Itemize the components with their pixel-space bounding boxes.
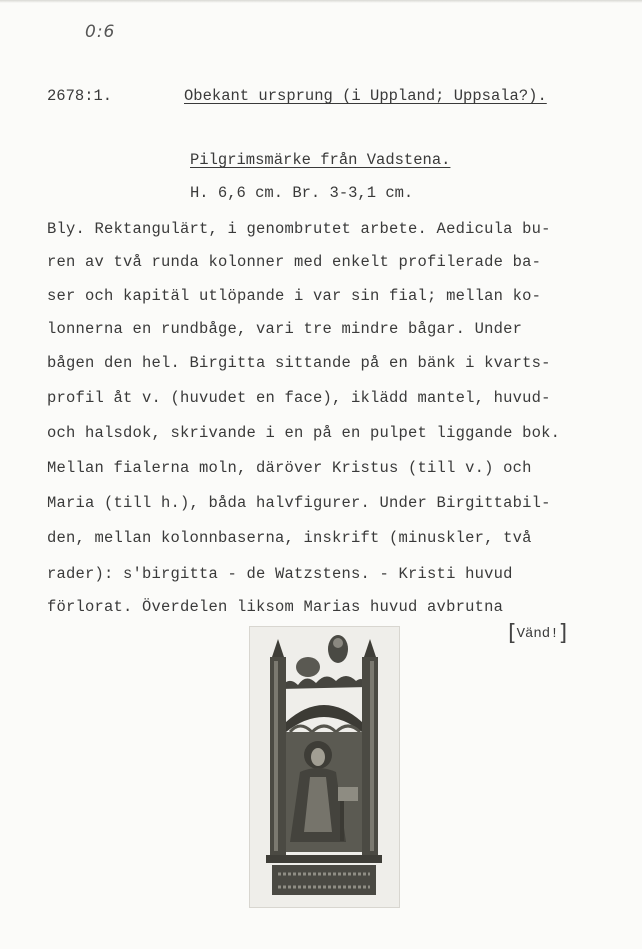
origin-line: Obekant ursprung (i Uppland; Uppsala?). (184, 87, 547, 105)
dimensions: H. 6,6 cm. Br. 3-3,1 cm. (190, 184, 414, 202)
description-line: ser och kapitäl utlöpande i var sin fial; mellan ko- (47, 287, 542, 305)
description-line: ren av två runda kolonner med enkelt profilerade ba- (47, 253, 542, 271)
description-line: bågen den hel. Birgitta sittande på en bänk i kvarts- (47, 354, 551, 372)
description-line: och halsdok, skrivande i en på en pulpet liggande bok. (47, 424, 561, 442)
catalog-number: 2678:1. (47, 87, 113, 105)
description-line: rader): s'birgitta - de Watzstens. - Kristi huvud (47, 565, 513, 583)
pilgrim-badge-image (250, 627, 399, 907)
left-bracket-icon: [ (508, 621, 517, 646)
description-line: Bly. Rektangulärt, i genombrutet arbete. Aedicula bu- (47, 220, 551, 238)
pilgrim-badge-photo (249, 626, 400, 908)
right-bracket-icon: ] (558, 621, 568, 646)
description-line: profil åt v. (huvudet en face), iklädd mantel, huvud- (47, 389, 551, 407)
description-line: lonnerna en rundbåge, vari tre mindre bågar. Under (47, 320, 523, 338)
turn-over-label: Vänd! (516, 625, 559, 642)
description-line: förlorat. Överdelen liksom Marias huvud avbrutna (47, 598, 504, 616)
description-line: Maria (till h.), båda halvfigurer. Under Birgittabil- (47, 494, 551, 512)
handwritten-number: 0:6 (85, 22, 116, 42)
description-line: Mellan fialerna moln, däröver Kristus (till v.) och (47, 459, 532, 477)
turn-over-note (508, 621, 567, 646)
document-title: Pilgrimsmärke från Vadstena. (190, 151, 451, 169)
description-line: den, mellan kolonnbaserna, inskrift (minuskler, två (47, 529, 532, 547)
